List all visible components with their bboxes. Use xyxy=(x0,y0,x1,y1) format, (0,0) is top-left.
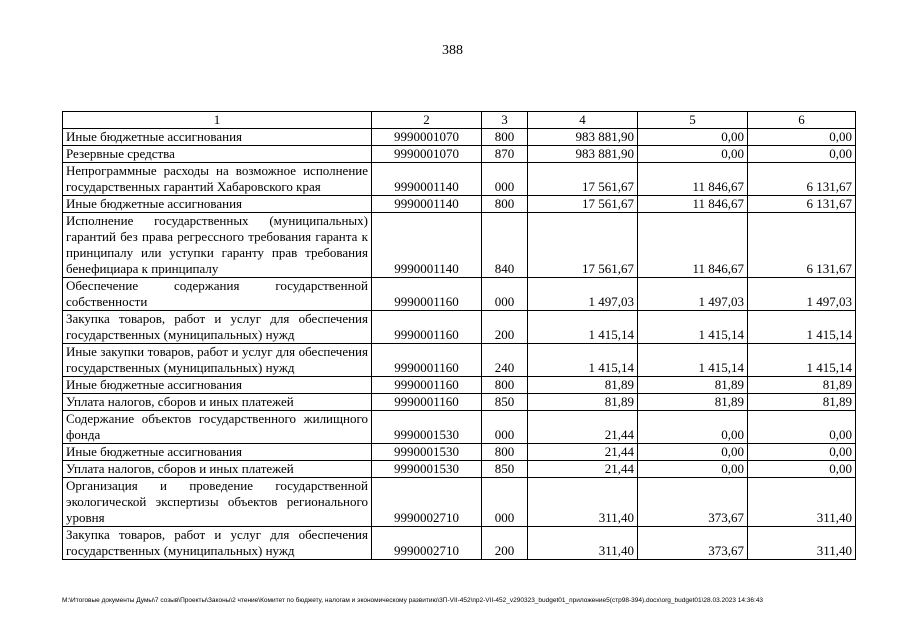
target-article-cell: 9990001070 xyxy=(372,146,482,163)
row-name-cell: Иные бюджетные ассигнования xyxy=(63,129,372,146)
amount-col6-cell: 0,00 xyxy=(748,146,856,163)
row-name-cell: Содержание объектов государственного жилищного фонда xyxy=(63,411,372,444)
expense-type-cell: 850 xyxy=(482,461,528,478)
row-name-cell: Непрограммные расходы на возможное исполнение государственных гарантий Хабаровского края xyxy=(63,163,372,196)
amount-col5-cell: 11 846,67 xyxy=(638,196,748,213)
amount-col4-cell: 21,44 xyxy=(528,444,638,461)
expense-type-cell: 850 xyxy=(482,394,528,411)
row-name-cell: Исполнение государственных (муниципальных) гарантий без права регрессного требования гаранта к принципалу или уступки гаранту прав требования бенефициара к принципалу xyxy=(63,213,372,278)
target-article-cell: 9990002710 xyxy=(372,527,482,560)
expense-type-cell: 000 xyxy=(482,411,528,444)
amount-col6-cell: 0,00 xyxy=(748,444,856,461)
amount-col6-cell: 6 131,67 xyxy=(748,213,856,278)
page-number: 388 xyxy=(442,43,463,58)
amount-col4-cell: 21,44 xyxy=(528,411,638,444)
amount-col5-cell: 0,00 xyxy=(638,444,748,461)
expense-type-cell: 870 xyxy=(482,146,528,163)
row-name-cell: Закупка товаров, работ и услуг для обеспечения государственных (муниципальных) нужд xyxy=(63,527,372,560)
amount-col6-cell: 1 497,03 xyxy=(748,278,856,311)
amount-col5-cell: 81,89 xyxy=(638,377,748,394)
target-article-cell: 9990001140 xyxy=(372,163,482,196)
row-name-cell: Иные бюджетные ассигнования xyxy=(63,444,372,461)
target-article-cell: 9990001160 xyxy=(372,344,482,377)
amount-col6-cell: 311,40 xyxy=(748,527,856,560)
amount-col6-cell: 1 415,14 xyxy=(748,344,856,377)
amount-col5-cell: 0,00 xyxy=(638,411,748,444)
header-cell-3: 3 xyxy=(482,112,528,129)
table-row xyxy=(63,377,856,394)
expense-type-cell: 200 xyxy=(482,311,528,344)
header-cell-1: 1 xyxy=(63,112,372,129)
amount-col4-cell: 1 415,14 xyxy=(528,311,638,344)
expense-type-cell: 200 xyxy=(482,527,528,560)
header-row xyxy=(63,112,856,129)
table-row xyxy=(63,196,856,213)
amount-col4-cell: 17 561,67 xyxy=(528,196,638,213)
target-article-cell: 9990001140 xyxy=(372,213,482,278)
target-article-cell: 9990002710 xyxy=(372,478,482,527)
expense-type-cell: 800 xyxy=(482,377,528,394)
row-name-cell: Резервные средства xyxy=(63,146,372,163)
table-row xyxy=(63,278,856,311)
header-cell-4: 4 xyxy=(528,112,638,129)
amount-col4-cell: 311,40 xyxy=(528,478,638,527)
expense-type-cell: 800 xyxy=(482,444,528,461)
expense-type-cell: 840 xyxy=(482,213,528,278)
amount-col6-cell: 6 131,67 xyxy=(748,196,856,213)
header-cell-6: 6 xyxy=(748,112,856,129)
row-name-cell: Уплата налогов, сборов и иных платежей xyxy=(63,394,372,411)
amount-col5-cell: 1 415,14 xyxy=(638,311,748,344)
target-article-cell: 9990001530 xyxy=(372,444,482,461)
table-row xyxy=(63,478,856,527)
table-row xyxy=(63,146,856,163)
target-article-cell: 9990001160 xyxy=(372,377,482,394)
amount-col5-cell: 1 497,03 xyxy=(638,278,748,311)
amount-col5-cell: 0,00 xyxy=(638,129,748,146)
amount-col5-cell: 11 846,67 xyxy=(638,163,748,196)
target-article-cell: 9990001160 xyxy=(372,278,482,311)
target-article-cell: 9990001070 xyxy=(372,129,482,146)
amount-col4-cell: 311,40 xyxy=(528,527,638,560)
amount-col5-cell: 0,00 xyxy=(638,461,748,478)
amount-col5-cell: 0,00 xyxy=(638,146,748,163)
amount-col6-cell: 81,89 xyxy=(748,394,856,411)
table-row xyxy=(63,311,856,344)
expense-type-cell: 000 xyxy=(482,163,528,196)
amount-col6-cell: 6 131,67 xyxy=(748,163,856,196)
target-article-cell: 9990001140 xyxy=(372,196,482,213)
table-row xyxy=(63,394,856,411)
amount-col6-cell: 0,00 xyxy=(748,129,856,146)
expense-type-cell: 800 xyxy=(482,129,528,146)
table-row xyxy=(63,163,856,196)
file-path-footer: M:\Итоговые документы Думы\7 созыв\Проекты\Законы\2 чтение\Комитет по бюджету, налогам и экономическому развитию\3П-VII-452\пр2-VII-452_v290323_budget01_приложение5(стр98-394).docx\org_budget01\28.03.2023 14:36:43 xyxy=(62,597,764,604)
header-cell-5: 5 xyxy=(638,112,748,129)
table-row xyxy=(63,527,856,560)
target-article-cell: 9990001160 xyxy=(372,311,482,344)
amount-col4-cell: 983 881,90 xyxy=(528,146,638,163)
amount-col5-cell: 373,67 xyxy=(638,478,748,527)
amount-col4-cell: 17 561,67 xyxy=(528,163,638,196)
amount-col4-cell: 17 561,67 xyxy=(528,213,638,278)
amount-col4-cell: 983 881,90 xyxy=(528,129,638,146)
table-row xyxy=(63,213,856,278)
header-cell-2: 2 xyxy=(372,112,482,129)
amount-col6-cell: 0,00 xyxy=(748,411,856,444)
expense-type-cell: 000 xyxy=(482,278,528,311)
row-name-cell: Уплата налогов, сборов и иных платежей xyxy=(63,461,372,478)
amount-col4-cell: 21,44 xyxy=(528,461,638,478)
table-row xyxy=(63,444,856,461)
row-name-cell: Обеспечение содержания государственной собственности xyxy=(63,278,372,311)
target-article-cell: 9990001530 xyxy=(372,411,482,444)
table-row xyxy=(63,411,856,444)
expense-type-cell: 800 xyxy=(482,196,528,213)
expense-type-cell: 000 xyxy=(482,478,528,527)
amount-col5-cell: 373,67 xyxy=(638,527,748,560)
amount-col4-cell: 1 415,14 xyxy=(528,344,638,377)
amount-col6-cell: 311,40 xyxy=(748,478,856,527)
amount-col6-cell: 81,89 xyxy=(748,377,856,394)
target-article-cell: 9990001160 xyxy=(372,394,482,411)
amount-col6-cell: 1 415,14 xyxy=(748,311,856,344)
row-name-cell: Иные закупки товаров, работ и услуг для обеспечения государственных (муниципальных) нужд xyxy=(63,344,372,377)
table-row xyxy=(63,461,856,478)
row-name-cell: Иные бюджетные ассигнования xyxy=(63,196,372,213)
table-row xyxy=(63,344,856,377)
amount-col4-cell: 1 497,03 xyxy=(528,278,638,311)
row-name-cell: Иные бюджетные ассигнования xyxy=(63,377,372,394)
table-row xyxy=(63,129,856,146)
amount-col5-cell: 81,89 xyxy=(638,394,748,411)
amount-col6-cell: 0,00 xyxy=(748,461,856,478)
row-name-cell: Закупка товаров, работ и услуг для обеспечения государственных (муниципальных) нужд xyxy=(63,311,372,344)
amount-col4-cell: 81,89 xyxy=(528,394,638,411)
amount-col5-cell: 1 415,14 xyxy=(638,344,748,377)
target-article-cell: 9990001530 xyxy=(372,461,482,478)
expense-type-cell: 240 xyxy=(482,344,528,377)
budget-table xyxy=(62,111,856,560)
row-name-cell: Организация и проведение государственной экологической экспертизы объектов регионального уровня xyxy=(63,478,372,527)
amount-col4-cell: 81,89 xyxy=(528,377,638,394)
amount-col5-cell: 11 846,67 xyxy=(638,213,748,278)
